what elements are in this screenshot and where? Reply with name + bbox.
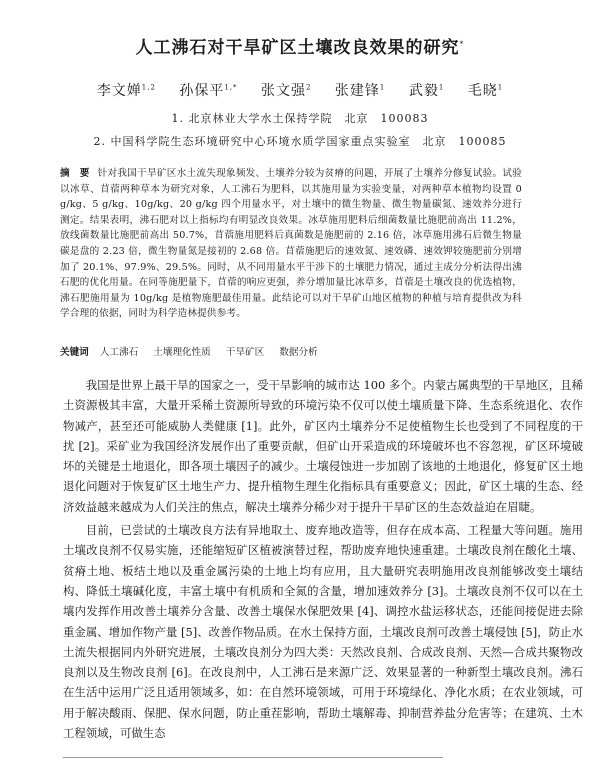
author: 武毅$^1$ (408, 83, 445, 99)
keywords (60, 344, 530, 358)
author: 李文婵$^{1,2}$ (96, 83, 156, 99)
affiliation-1: 1. 北京林业大学水土保持学院 北京 100083 (171, 112, 429, 125)
paper-title-text: 人工沸石对干旱矿区土壤改良效果的研究 (135, 38, 460, 58)
keyword: 人工沸石 (99, 347, 139, 358)
author: 张建锋$^1$ (334, 83, 386, 99)
abstract (60, 166, 522, 322)
abstract-label: 摘 要 (60, 168, 90, 179)
keyword: 干旱矿区 (225, 347, 265, 358)
affiliation-2: 2. 中国科学院生态环境研究中心环境水质学国家重点实验室 北京 100085 (93, 135, 507, 148)
author: 毛晓$^1$ (467, 83, 504, 99)
title-footnote-mark: * (459, 39, 465, 49)
author-list (0, 80, 600, 100)
body-text (63, 375, 583, 746)
keyword: 数据分析 (279, 347, 318, 358)
author: 张文强$^2$ (261, 83, 312, 99)
paper-title (0, 33, 600, 58)
abstract-text: 针对我国干旱矿区水土流失现象频发、土壤养分较为贫瘠的问题，开展了土壤养分修复试验。试验以冰草、苜蓿两种草本为研究对象，人工沸石为肥料，以其施用量为实验变量，对两种草本植物均设置 0 g/kg、5 g/kg、10g/kg、20 g/kg 四个用量水平，对土壤中的微生物量、微生物量碳氮、速效养分进行测定。结果表明，沸石肥对以上指标均有明显改良效果。冰草施用肥料后细菌数量比施肥前高出 11.2%，放线菌数量比施肥前高出 50.7%，苜蓿施用肥料后真菌数是施肥前的 2.16 倍，冰草施用沸石后微生物量碳是盘的 2.23 倍，微生物量氮是接初的 2.68 倍。苜蓿施肥后的速效氮、速效磷、速效钾较施肥前分别增加了 20.1%、97.9%、29.5%。同时，从不同用量水平干涉下的土壤肥力情况，通过主成分分析法得出沸石肥的优化用量。在同等施肥量下，苜蓿的响应更强，养分增加量比冰草多，苜蓿是土壤改良的优选植物，沸石肥施用量为 10g/kg 是植物施肥最佳用量。此结论可以对干旱矿山地区植物的种植与培育提供改为科学合理的依据，同时为科学造林提供参考。 (60, 168, 522, 320)
author: 孙保平$^{1,*}$ (179, 83, 238, 99)
body-paragraph: 我国是世界上最干旱的国家之一，受干旱影响的城市达 100 多个。内蒙古属典型的干旱地区，且稀土资源极其丰富，大量开采稀土资源所导致的环境污染不仅可以使土壤质量下降、生态系统退化、农作物减产，甚至还可能威胁人类健康 [1]。此外，矿区内土壤养分不足使植物生长也受到了不同程度的干扰 [2]。采矿业为我国经济发展作出了重要贡献，但矿山开采造成的环境破坏也不容忽视，矿区环境破坏的关键是土地退化，即各项土壤因子的减少。土壤侵蚀进一步加剧了该地的土地退化，修复矿区土地退化问题对于恢复矿区土地生产力、提升植物生理生化指标具有重要意义；因此，矿区土壤的生态、经济效益越来越成为人们关注的焦点，解决土壤养分稀少对于提升干旱矿区的生态效益迫在眉睫。 (63, 378, 583, 514)
keyword: 土壤理化性质 (153, 347, 211, 358)
footnote-divider (63, 757, 443, 759)
body-paragraph: 目前，已尝试的土壤改良方法有异地取土、废弃地改造等，但存在成本高、工程量大等问题。施用土壤改良剂不仅易实施，还能缩短矿区植被演替过程，帮助废弃地快速重建。土壤改良剂在酸化土壤、贫瘠土地、板结土地以及重金属污染的土地上均有应用，且大量研究表明施用改良剂能够改变土壤结构、降低土壤碱化度，丰富土壤中有机质和全氮的含量，增加速效养分 [3]。土壤改良剂不仅可以在土壤内发挥作用改善土壤养分含量、改善土壤保水保肥效果 [4]、调控水盐运移状态，还能间接促进去除重金属、增加作物产量 [5]、改善作物品质。在水土保持方面，土壤改良剂可改善土壤侵蚀 [5]，防止水土流失根据同内外研究进展，土壤改良剂分为四大类：天然改良剂、合成改良剂、天然—合成共聚物改良剂以及生物改良剂 [6]。在改良剂中，人工沸石是来源广泛、效果显著的一种新型土壤改良剂。沸石在生活中运用广泛且适用领域多，如：在自然环境领域，可用于环境绿化、净化水质；在农业领域，可用于解决酸雨、保肥、保水问题，防止重茬影响，帮助土壤解毒、抑制营养盐分危害等；在建筑、土木工程领域，可做生态 (63, 523, 583, 741)
keywords-label: 关键词 (60, 347, 89, 358)
